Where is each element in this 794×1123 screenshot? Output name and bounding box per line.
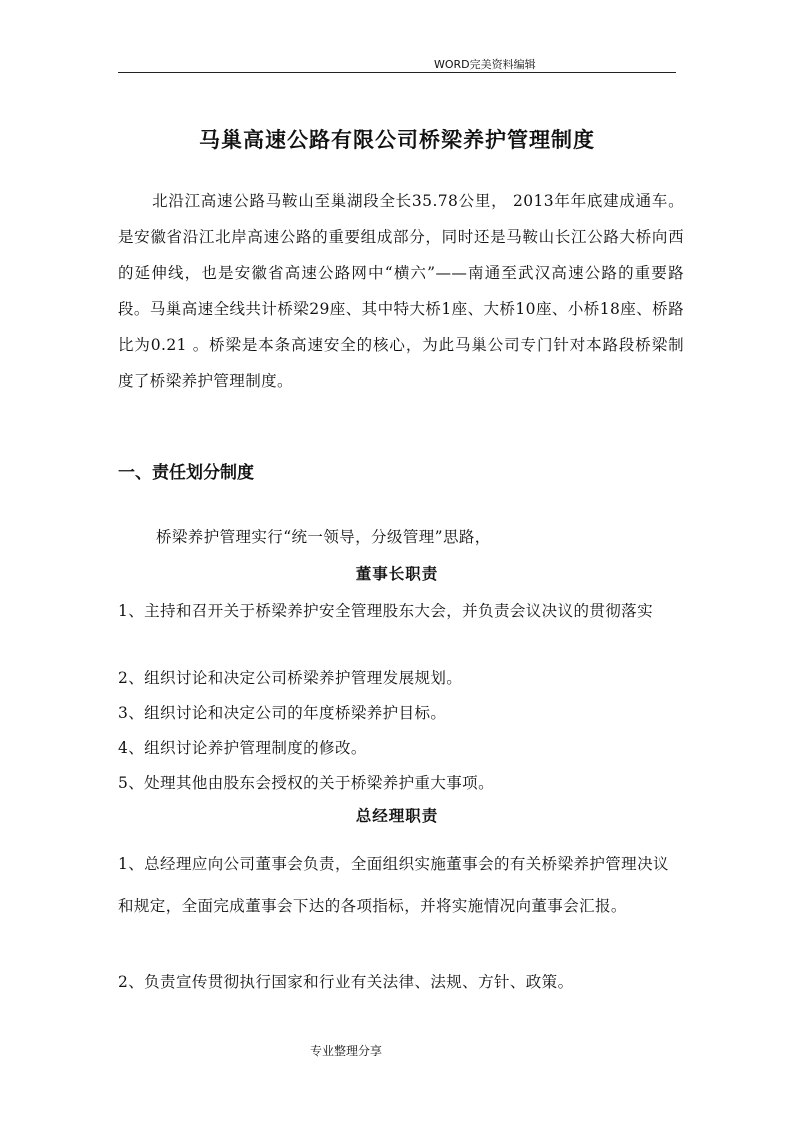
gm-duty-item: 1、总经理应向公司董事会负责，全面组织实施董事会的有关桥梁养护管理决议和规定，全面完成董事会下达的各项指标，并将实施情况向董事会汇报。 [118, 855, 669, 915]
gm-duty-item: 2、负责宣传贯彻执行国家和行业有关法律、法规、方针、政策。 [118, 973, 574, 991]
chairman-duty-item: 2、组织讨论和决定公司桥梁养护管理发展规划。 [118, 669, 463, 687]
chairman-duty-item: 5、处理其他由股东会授权的关于桥梁养护重大事项。 [118, 774, 494, 792]
chairman-duty-item: 4、组织讨论养护管理制度的修改。 [118, 739, 367, 757]
gm-duties-heading: 总经理职责 [355, 806, 439, 825]
chairman-duty-item: 1、主持和召开关于桥梁养护安全管理股东大会，并负责会议决议的贯彻落实 [118, 602, 653, 620]
section-lead-paragraph: 桥梁养护管理实行“统一领导，分级管理”思路， [156, 528, 491, 546]
header-rule [118, 72, 676, 73]
chairman-duty-item: 3、组织讨论和决定公司的年度桥梁养护目标。 [118, 704, 447, 722]
chairman-duties-heading: 董事长职责 [355, 564, 439, 583]
header-text: WORD完美资料编辑 [434, 58, 536, 71]
intro-paragraph: 北沿江高速公路马鞍山至巢湖段全长35.78公里， 2013年年底建成通车。是安徽省沿江北岸高速公路的重要组成部分，同时还是马鞍山长江公路大桥向西的延伸线，也是安徽省高速公路网中“横六”——南通至武汉高速公路的重要路段。马巢高速全线共计桥梁29座、其中特大桥1座、大桥10座、小桥18座、桥路比为0.21 。桥梁是本条高速安全的核心，为此马巢公司专门针对本路段桥梁制度了桥梁养护管理制度。 [118, 192, 684, 390]
document-title: 马巢高速公路有限公司桥梁养护管理制度 [199, 127, 595, 152]
footer-text: 专业整理分享 [310, 1044, 383, 1058]
section-heading-responsibility: 一、责任划分制度 [118, 463, 254, 483]
